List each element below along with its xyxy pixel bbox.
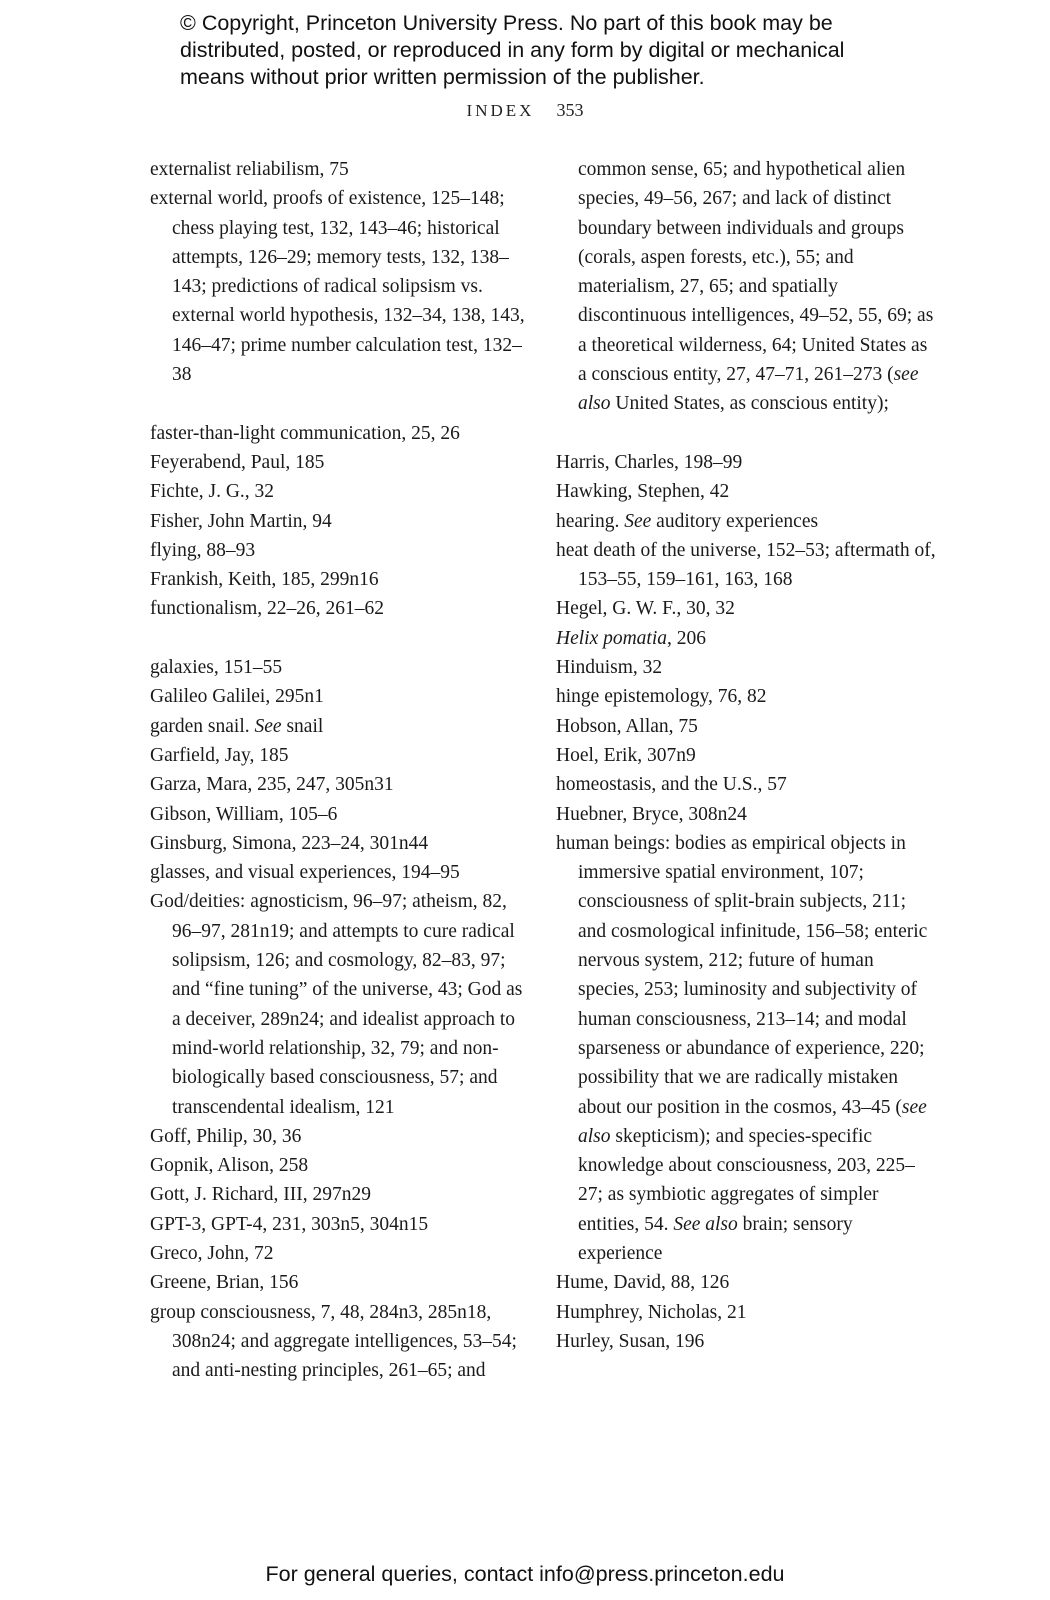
index-entry: Fichte, J. G., 32 — [150, 481, 275, 503]
index-entry — [556, 507, 936, 536]
copyright-line: means without prior written permission of the publisher. — [180, 65, 705, 89]
footer-contact: For general queries, contact info@press.princeton.edu — [265, 1562, 785, 1586]
cross-reference-label: See also — [673, 1213, 738, 1235]
index-entry: glasses, and visual experiences, 194–95 — [150, 862, 460, 884]
index-column-right — [556, 155, 936, 1356]
index-entry: external world, proofs of existence, 125–148; chess playing test, 132, 143–46; historical attempts, 126–29; memory tests, 132, 138–143; predictions of radical solipsism vs. external world hypothesis, 132–34, 138, 143, 146–47; prime number calculation test, 132–38 — [150, 188, 525, 386]
index-entry — [556, 829, 936, 1268]
cross-reference-label: See — [254, 715, 282, 737]
index-entry: Gopnik, Alison, 258 — [150, 1155, 309, 1177]
index-entry: Hume, David, 88, 126 — [556, 1272, 730, 1294]
index-entry: Garfield, Jay, 185 — [150, 744, 289, 766]
index-entry: Garza, Mara, 235, 247, 305n31 — [150, 774, 394, 796]
cross-reference-label: See — [624, 510, 652, 532]
index-entry: Feyerabend, Paul, 185 — [150, 451, 325, 473]
copyright-line: © Copyright, Princeton University Press. No part of this book may be — [180, 11, 833, 35]
index-entry: Hawking, Stephen, 42 — [556, 481, 730, 503]
index-entry: Gott, J. Richard, III, 297n29 — [150, 1184, 371, 1206]
index-entry: God/deities: agnosticism, 96–97; atheism, 82, 96–97, 281n19; and attempts to cure radical solipsism, 126; and cosmology, 82–83, 97; and “fine tuning” of the universe, 43; God as a deceiver, 289n24; and idealist approach to mind-world relationship, 32, 79; and non-biologically based consciousness, 57; and transcendental idealism, 121 — [150, 891, 523, 1118]
index-entry: Hobson, Allan, 75 — [556, 715, 698, 737]
entry-text: garden snail. — [150, 715, 255, 737]
entry-text: skepticism); and species-specific knowledge about consciousness, 203, 225–27; as symbiotic aggregates of simpler entities, 54. — [578, 1125, 915, 1235]
entry-text: United States, as conscious entity); — [610, 393, 889, 415]
index-entry: Huebner, Bryce, 308n24 — [556, 803, 747, 825]
index-entry: Frankish, Keith, 185, 299n16 — [150, 569, 379, 591]
italic-term: Helix pomatia — [556, 627, 668, 649]
entry-text: hearing. — [556, 510, 625, 532]
index-entry: Hurley, Susan, 196 — [556, 1330, 705, 1352]
index-entry: Hinduism, 32 — [556, 657, 663, 679]
entry-text: auditory experiences — [651, 510, 819, 532]
cross-reference-label: see also — [578, 364, 919, 415]
letter-group-gap — [150, 624, 530, 653]
index-entry: flying, 88–93 — [150, 539, 256, 561]
index-entry: homeostasis, and the U.S., 57 — [556, 774, 787, 796]
index-entry — [556, 624, 936, 653]
index-entry: externalist reliabilism, 75 — [150, 159, 349, 180]
index-entry: Goff, Philip, 30, 36 — [150, 1125, 302, 1147]
cross-reference-label: see also — [578, 1096, 927, 1147]
letter-group-gap — [556, 419, 936, 448]
index-entry: Ginsburg, Simona, 223–24, 301n44 — [150, 832, 429, 854]
index-entry: Greco, John, 72 — [150, 1242, 274, 1264]
index-entry: galaxies, 151–55 — [150, 657, 283, 679]
index-entry: heat death of the universe, 152–53; aftermath of, 153–55, 159–161, 163, 168 — [556, 539, 936, 591]
index-entry: Hoel, Erik, 307n9 — [556, 744, 696, 766]
index-entry — [150, 712, 530, 741]
entry-text: brain; sensory experience — [578, 1213, 853, 1264]
entry-text: , 206 — [667, 627, 707, 649]
index-entry: GPT-3, GPT-4, 231, 303n5, 304n15 — [150, 1213, 429, 1235]
index-entry: Harris, Charles, 198–99 — [556, 451, 743, 473]
index-entry: Fisher, John Martin, 94 — [150, 510, 332, 532]
page-number: 353 — [556, 100, 584, 120]
entry-text: snail — [281, 715, 324, 737]
copyright-notice — [180, 10, 940, 91]
index-entry: group consciousness, 7, 48, 284n3, 285n18, 308n24; and aggregate intelligences, 53–54; and anti-nesting principles, 261–65; and — [150, 1301, 517, 1382]
index-entry: Hegel, G. W. F., 30, 32 — [556, 598, 735, 620]
copyright-line: distributed, posted, or reproduced in any form by digital or mechanical — [180, 38, 845, 62]
index-entry: Gibson, William, 105–6 — [150, 803, 338, 825]
index-entry: hinge epistemology, 76, 82 — [556, 686, 767, 708]
letter-group-gap — [150, 389, 530, 418]
index-entry: Galileo Galilei, 295n1 — [150, 686, 324, 708]
index-entry-continuation — [556, 155, 936, 419]
index-entry: Humphrey, Nicholas, 21 — [556, 1301, 747, 1323]
index-entry: faster-than-light communication, 25, 26 — [150, 422, 460, 444]
index-entry: Greene, Brian, 156 — [150, 1272, 299, 1294]
index-entry: functionalism, 22–26, 261–62 — [150, 598, 384, 620]
index-column-left — [150, 155, 530, 1385]
entry-text: human beings: bodies as empirical objects in immersive spatial environment, 107; consciousness of split-brain subjects, 211; and cosmological infinitude, 156–58; enteric nervous system, 212; future of human species, 253; luminosity and subjectivity of human consciousness, 213–14; and modal sparseness or abundance of experience, 220; possibility that we are radically mistaken about our position in the cosmos, 43–45 ( — [556, 832, 928, 1118]
running-head — [0, 100, 1050, 121]
entry-text: common sense, 65; and hypothetical alien species, 49–56, 267; and lack of distinct boundary between individuals and groups (corals, aspen forests, etc.), 55; and materialism, 27, 65; and spatially discontinuous intelligences, 49–52, 55, 69; as a theoretical wilderness, 64; United States as a conscious entity, 27, 47–71, 261–273 ( — [578, 159, 934, 386]
running-head-title: INDEX — [466, 101, 535, 120]
